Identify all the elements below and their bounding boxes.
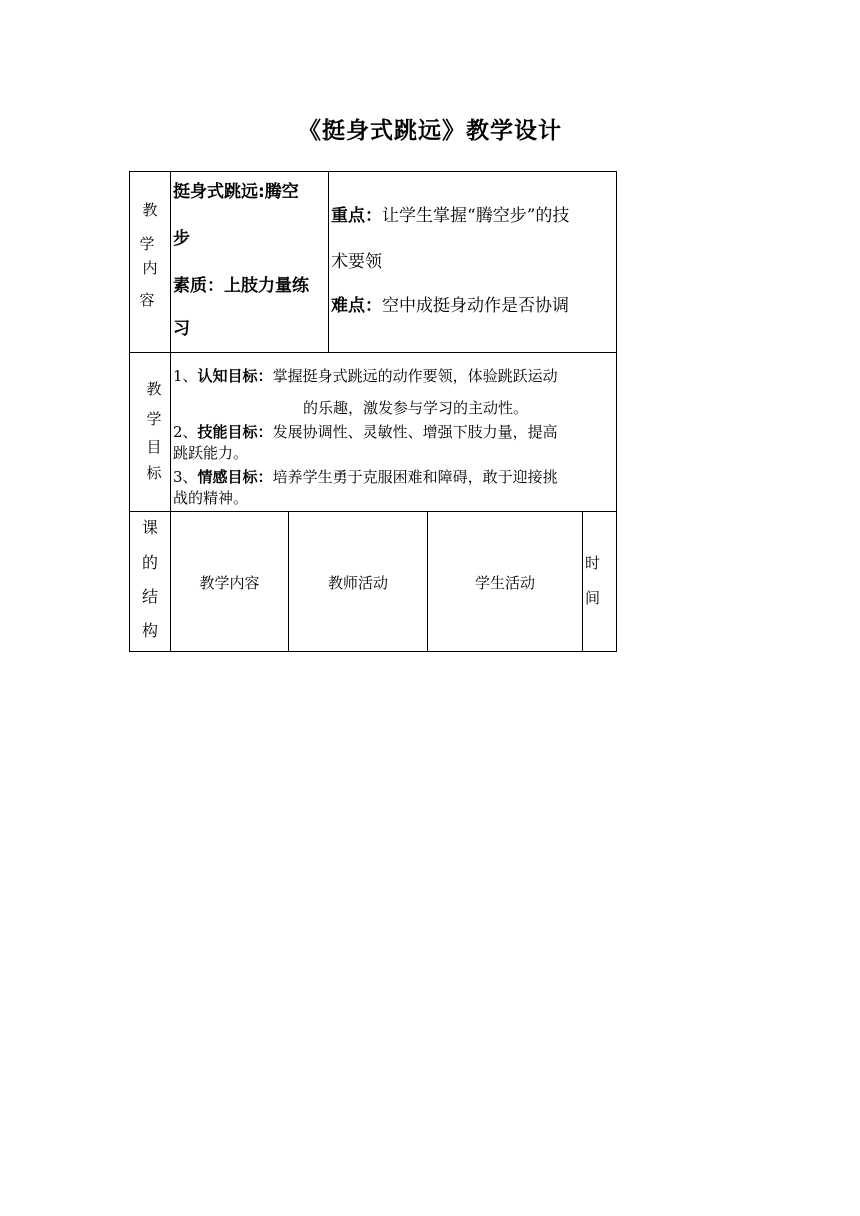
key-point-text: 让学生掌握“腾空步”的技 — [382, 206, 570, 226]
key-point-text-cont: 术要领 — [331, 252, 382, 272]
difficulty-label: 难点： — [331, 296, 382, 316]
key-point-label: 重点： — [331, 206, 382, 226]
row-label-content: 教 学 内 容 — [139, 201, 158, 309]
table-border-bottom — [129, 651, 617, 652]
teaching-goals: 1、认知目标：掌握挺身式跳远的动作要领，体验跳跃运动 的乐趣，激发参与学习的主动性。 2、技能目标：发展协调性、灵敏性、增强下肢力量，提高 跳跃能力。 3、情感目标：培养学生勇于克服困难和障碍，敢于迎接挑 战的精神。 — [173, 369, 623, 506]
difficulty-text: 空中成挺身动作是否协调 — [382, 296, 569, 316]
row-divider-2 — [129, 511, 617, 512]
table-border-top — [129, 171, 617, 172]
column-header-student: 学生活动 — [474, 574, 535, 592]
goal-skill: 2、技能目标：发展协调性、灵敏性、增强下肢力量，提高 — [173, 423, 558, 441]
row-label-structure: 课 的 结 构 — [141, 518, 158, 640]
goal-emotion: 3、情感目标：培养学生勇于克服困难和障碍，敢于迎接挑 — [173, 468, 558, 486]
goal-cognitive: 1、认知目标：掌握挺身式跳远的动作要领，体验跳跃运动 — [173, 367, 558, 385]
row-divider-1 — [129, 352, 617, 353]
column-header-time: 时 间 — [585, 554, 601, 607]
key-points — [331, 208, 619, 315]
row-label-goals: 教 学 目 标 — [146, 380, 162, 482]
lesson-topic: 挺身式跳远:腾空 步 素质：上肢力量练 习 — [173, 182, 309, 339]
structure-divider-3 — [582, 511, 583, 652]
document-title: 《挺身式跳远》教学设计 — [298, 118, 562, 144]
column-header-teacher: 教师活动 — [327, 574, 388, 592]
column-header-content: 教学内容 — [199, 574, 260, 592]
